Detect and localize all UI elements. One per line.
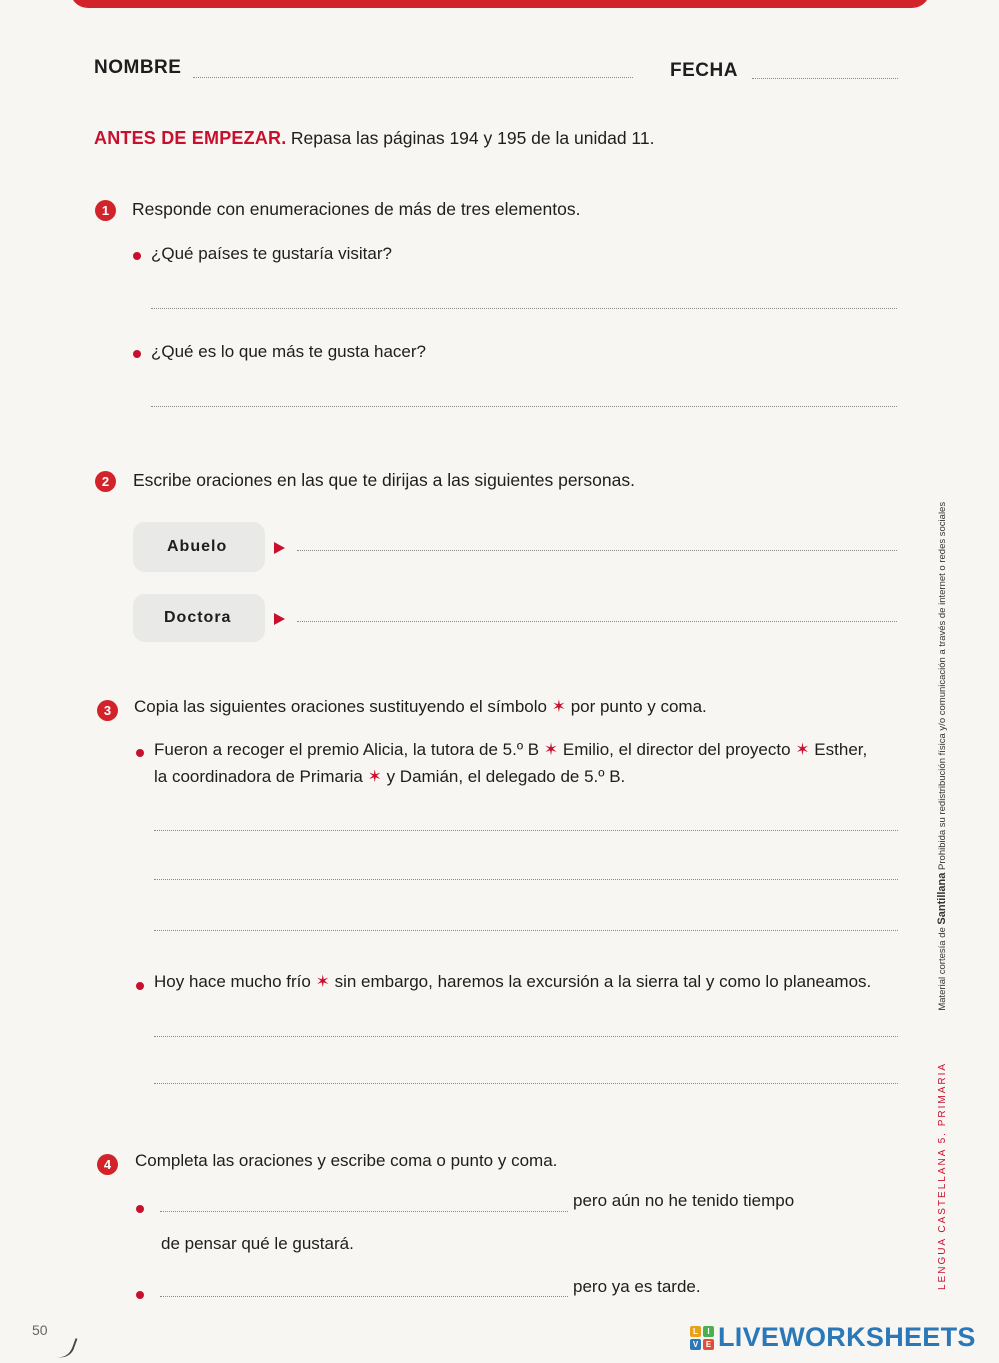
exercise-3-sentence-1-line-2 (154, 767, 625, 787)
arrow-right-icon (274, 542, 285, 554)
logo-text: LIVEWORKSHEETS (718, 1322, 976, 1352)
bullet-icon (136, 749, 144, 757)
date-input-line[interactable] (752, 78, 898, 79)
sentence-text: Fueron a recoger el premio Alicia, la tutora de 5.º B (154, 740, 540, 759)
answer-line[interactable] (160, 1296, 568, 1297)
header-red-banner (70, 0, 930, 8)
exercise-1-question-2: ¿Qué es lo que más te gusta hacer? (151, 342, 426, 361)
bullet-icon (133, 350, 141, 358)
exercise-2-instruction: Escribe oraciones en las que te dirijas a las siguientes personas. (133, 470, 635, 490)
date-label: FECHA (670, 60, 738, 81)
asterisk-symbol: ✶ (315, 972, 330, 991)
sentence-text: Esther, (814, 740, 868, 759)
person-chip-doctora (133, 594, 265, 642)
exercise-4-item-2-end: pero ya es tarde. (573, 1277, 701, 1296)
answer-line[interactable] (297, 550, 897, 551)
intro-line (94, 128, 654, 149)
sentence-text: Emilio, el director del proyecto (562, 740, 791, 759)
name-label: NOMBRE (94, 57, 182, 78)
arrow-right-icon (274, 613, 285, 625)
answer-line[interactable] (297, 621, 897, 622)
exercise-1-question-1: ¿Qué países te gustaría visitar? (151, 244, 392, 263)
exercise-1-number: 1 (95, 200, 116, 221)
answer-line[interactable] (154, 1083, 898, 1084)
exercise-3-instruction (134, 697, 707, 717)
intro-prefix: ANTES DE EMPEZAR. (94, 128, 287, 148)
sentence-text: la coordinadora de Primaria (154, 767, 363, 786)
page-curl-mark (52, 1333, 77, 1362)
sentence-text: sin embargo, haremos la excursión a la sierra tal y como lo planeamos. (334, 972, 872, 991)
answer-line[interactable] (154, 1036, 898, 1037)
side-credit (936, 390, 954, 1290)
answer-line[interactable] (154, 930, 898, 931)
exercise-4-item-1-continuation: de pensar qué le gustará. (161, 1234, 354, 1253)
intro-text: Repasa las páginas 194 y 195 de la unidad 11. (290, 128, 655, 148)
sentence-text: Hoy hace mucho frío (154, 972, 311, 991)
exercise-4-item-1-end: pero aún no he tenido tiempo (573, 1191, 795, 1210)
instruction-text: por punto y coma. (570, 697, 707, 716)
name-input-line[interactable] (193, 77, 633, 78)
exercise-3-number: 3 (97, 700, 118, 721)
series-label: LENGUA CASTELLANA 5. PRIMARIA (937, 1061, 948, 1290)
bullet-icon (136, 982, 144, 990)
bullet-icon (136, 1291, 144, 1299)
person-label: Abuelo (167, 538, 228, 555)
instruction-text: Copia las siguientes oraciones sustituyendo el símbolo (134, 697, 547, 716)
exercise-4-number: 4 (97, 1154, 118, 1175)
bullet-icon (136, 1205, 144, 1213)
answer-line[interactable] (154, 879, 898, 880)
answer-line[interactable] (151, 308, 897, 309)
exercise-4-instruction: Completa las oraciones y escribe coma o punto y coma. (135, 1151, 558, 1170)
liveworksheets-logo[interactable] (690, 1322, 976, 1353)
answer-line[interactable] (154, 830, 898, 831)
person-label: Doctora (164, 609, 232, 626)
exercise-3-sentence-2 (154, 972, 871, 992)
page-number: 50 (32, 1322, 48, 1338)
bullet-icon (133, 252, 141, 260)
logo-icon: L I V E (690, 1326, 714, 1350)
asterisk-symbol: ✶ (367, 767, 382, 786)
exercise-2-number: 2 (95, 471, 116, 492)
answer-line[interactable] (151, 406, 897, 407)
answer-line[interactable] (160, 1211, 568, 1212)
credit-text: Material cortesía de (937, 927, 948, 1011)
exercise-1-instruction: Responde con enumeraciones de más de tres elementos. (132, 199, 581, 219)
exercise-3-sentence-1-line-1 (154, 740, 867, 760)
person-chip-abuelo (133, 522, 265, 572)
asterisk-symbol: ✶ (543, 740, 559, 759)
asterisk-symbol: ✶ (551, 697, 566, 716)
brand-name: Santillana (936, 872, 948, 925)
sentence-text: y Damián, el delegado de 5.º B. (386, 767, 626, 786)
asterisk-symbol: ✶ (795, 740, 810, 759)
credit-text: Prohibida su redistribución física y/o comunicación a través de internet o redes sociales (937, 501, 948, 870)
